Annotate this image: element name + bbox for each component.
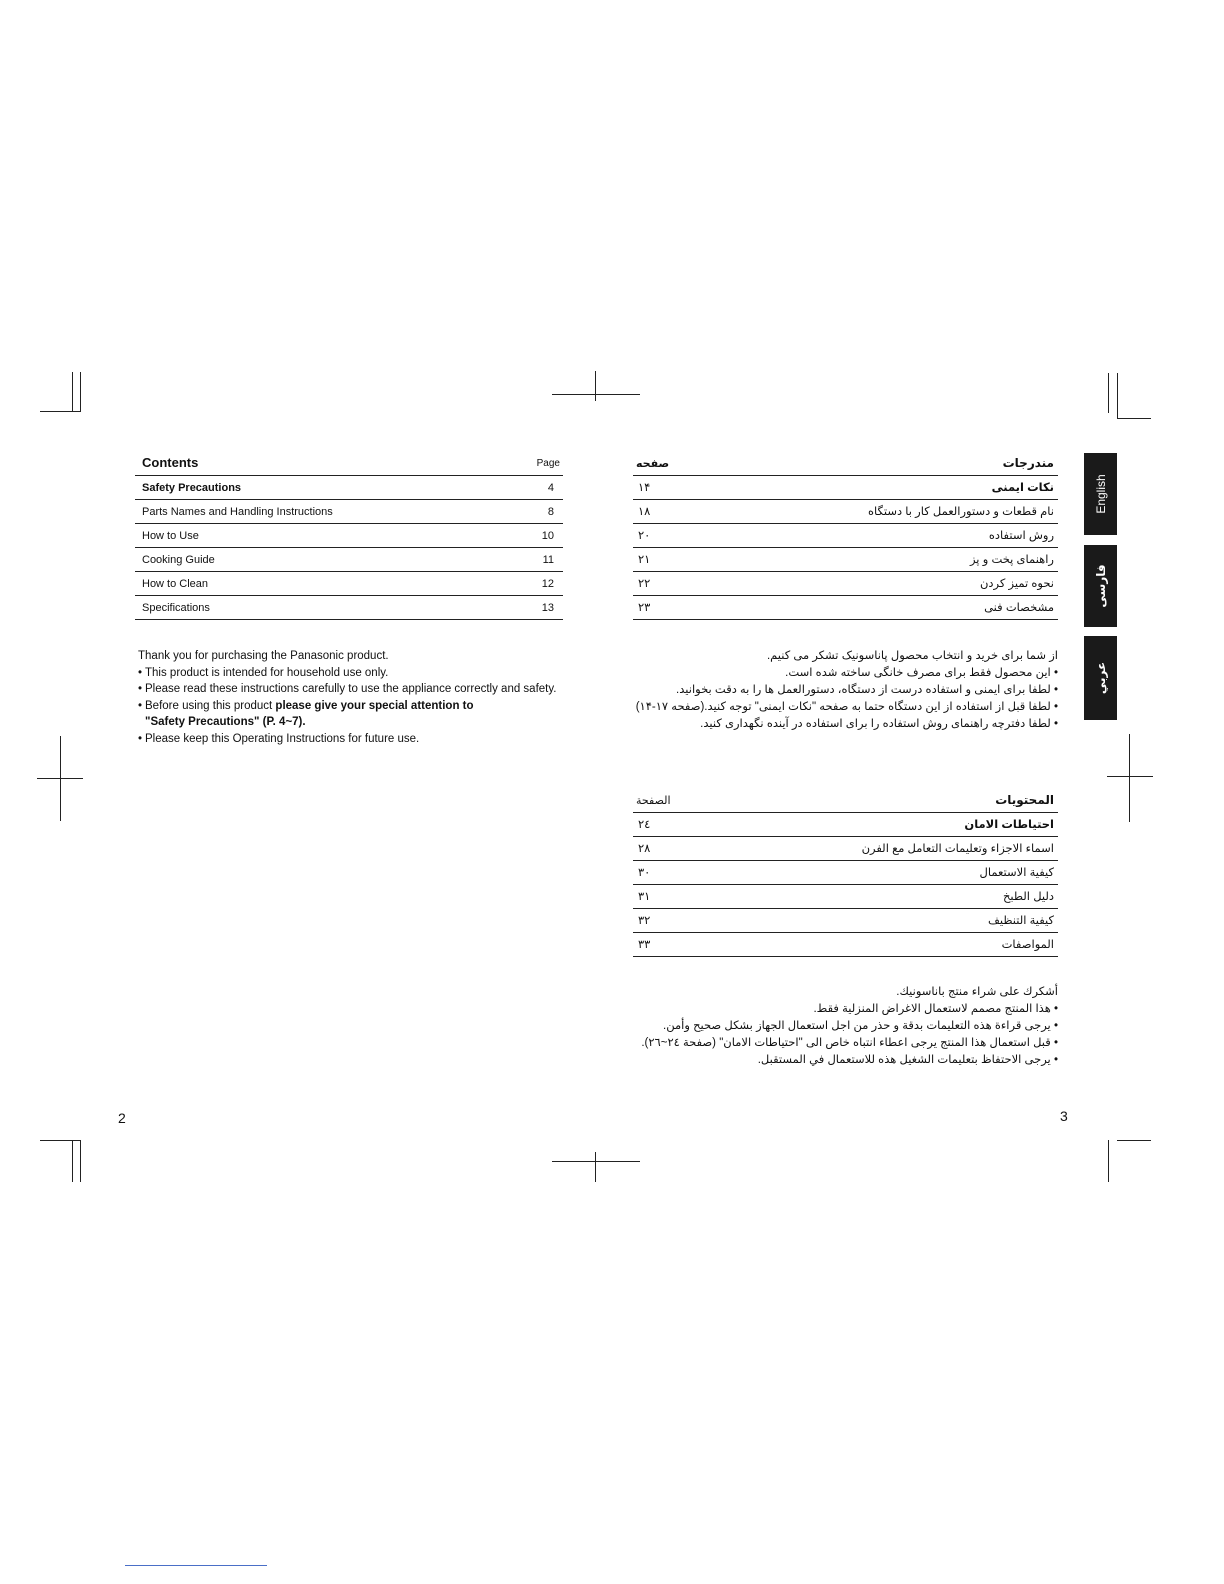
- english-contents-table: [135, 452, 563, 620]
- english-bullet: • This product is intended for household use only.: [138, 665, 578, 682]
- arabic-contents-table: [633, 789, 1058, 957]
- english-row-page: 13: [541, 602, 554, 614]
- farsi-contents-table: [633, 452, 1058, 620]
- english-contents-header: [135, 452, 563, 476]
- arabic-contents-header: [633, 789, 1058, 813]
- farsi-intro: [633, 648, 1058, 733]
- farsi-row-page: ١۴: [638, 482, 651, 494]
- arabic-row-page: ٣٢: [638, 915, 651, 927]
- english-bullet-emphasis: "Safety Precautions" (P. 4~7).: [145, 716, 306, 728]
- farsi-contents-row: [633, 596, 1058, 620]
- farsi-row-page: ١٨: [638, 506, 651, 518]
- farsi-bullet: • لطفا دفترچه راهنمای روش استفاده را برای استفاده در آینده نگهداری کنید.: [633, 716, 1058, 733]
- farsi-page-label: صفحه: [636, 458, 670, 470]
- english-row-label: Cooking Guide: [142, 554, 215, 566]
- language-tab-arabic[interactable]: [1084, 636, 1117, 720]
- english-row-label: How to Use: [142, 530, 199, 542]
- arabic-row-page: ٣٠: [638, 867, 651, 879]
- arabic-bullet: • يرجى قراءة هذه التعليمات بدقة و حذر من اجل استعمال الجهاز بشكل صحيح وأمن.: [633, 1018, 1058, 1035]
- farsi-contents-row: [633, 476, 1058, 500]
- farsi-bullet: • این محصول فقط برای مصرف خانگی ساخته شده است.: [633, 665, 1058, 682]
- arabic-contents-row: [633, 837, 1058, 861]
- english-intro-text: Thank you for purchasing the Panasonic product.: [138, 650, 389, 662]
- english-bullet: • Please keep this Operating Instructions for future use.: [138, 731, 578, 748]
- arabic-row-label: احتياطات الامان: [964, 819, 1054, 831]
- english-row-page: 8: [547, 506, 554, 518]
- farsi-row-label: نکات ایمنی: [991, 482, 1054, 494]
- english-row-label: How to Clean: [142, 578, 209, 590]
- farsi-contents-row: [633, 548, 1058, 572]
- arabic-row-label: كيفية التنظيف: [987, 915, 1054, 927]
- english-row-label: Parts Names and Handling Instructions: [142, 506, 333, 518]
- english-contents-title: Contents: [142, 455, 199, 470]
- arabic-row-page: ٣٣: [638, 939, 651, 951]
- page-number-left: 2: [118, 1110, 126, 1126]
- farsi-contents-row: [633, 572, 1058, 596]
- english-bullet-emphasis: please give your special attention to: [275, 699, 474, 712]
- english-row-page: 12: [541, 578, 554, 590]
- english-row-page: 4: [547, 482, 554, 494]
- arabic-row-page: ٢٤: [638, 819, 651, 831]
- farsi-contents-row: [633, 524, 1058, 548]
- english-contents-row: [135, 500, 563, 524]
- language-tab-label: English: [1093, 474, 1108, 514]
- farsi-intro-text: از شما برای خرید و انتخاب محصول پاناسونیک تشکر می کنیم.: [766, 650, 1058, 662]
- language-tab-label: فارسی: [1093, 564, 1108, 608]
- arabic-contents-row: [633, 909, 1058, 933]
- farsi-row-page: ٢١: [638, 554, 651, 566]
- english-row-label: Safety Precautions: [142, 482, 242, 494]
- farsi-row-page: ٢٠: [638, 530, 651, 542]
- language-tab-english[interactable]: [1084, 453, 1117, 535]
- arabic-contents-row: [633, 885, 1058, 909]
- english-page-label: Page: [536, 458, 560, 469]
- link-underline: [125, 1565, 267, 1566]
- arabic-row-page: ٢٨: [638, 843, 651, 855]
- farsi-bullet: • لطفا برای ایمنی و استفاده درست از دستگاه، دستورالعمل ها را به دقت بخوانید.: [633, 682, 1058, 699]
- english-intro: [138, 648, 578, 747]
- arabic-contents-row: [633, 933, 1058, 957]
- english-bullet: [138, 698, 578, 731]
- arabic-row-label: المواصفات: [1001, 939, 1054, 951]
- arabic-bullet: • يرجى الاحتفاظ بتعليمات الشغيل هذه للاستعمال في المستقبل.: [633, 1052, 1058, 1069]
- english-row-label: Specifications: [142, 602, 210, 614]
- farsi-contents-header: [633, 452, 1058, 476]
- english-bullet: • Please read these instructions carefully to use the appliance correctly and safety.: [138, 681, 578, 698]
- farsi-row-label: راهنمای پخت و پز: [969, 554, 1054, 566]
- english-contents-row: [135, 476, 563, 500]
- english-contents-row: [135, 596, 563, 620]
- farsi-row-page: ٢٣: [638, 602, 651, 614]
- arabic-row-page: ٣١: [638, 891, 651, 903]
- arabic-row-label: دليل الطبخ: [1002, 891, 1054, 903]
- english-contents-row: [135, 524, 563, 548]
- page-number-right: 3: [1060, 1108, 1068, 1124]
- english-bullet-text: Before using this product: [145, 699, 276, 712]
- arabic-intro-text: أشكرك على شراء منتج باناسونيك.: [896, 986, 1058, 998]
- arabic-row-label: اسماء الاجزاء وتعليمات التعامل مع الفرن: [861, 843, 1054, 855]
- arabic-row-label: كيفية الاستعمال: [979, 867, 1054, 879]
- arabic-contents-row: [633, 813, 1058, 837]
- arabic-intro: [633, 984, 1058, 1069]
- language-tab-label: عربي: [1093, 661, 1108, 695]
- english-contents-row: [135, 572, 563, 596]
- arabic-bullet: • قبل استعمال هذا المنتج يرجى اعطاء انتباه خاص الى "احتياطات الامان" (صفحة ٢٤~٢٦).: [633, 1035, 1058, 1052]
- language-tab-farsi[interactable]: [1084, 545, 1117, 627]
- english-contents-row: [135, 548, 563, 572]
- farsi-row-label: نام قطعات و دستورالعمل کار با دستگاه: [867, 506, 1054, 518]
- arabic-contents-row: [633, 861, 1058, 885]
- farsi-contents-title: مندرجات: [1002, 456, 1054, 470]
- farsi-row-label: نحوه تمیز کردن: [979, 578, 1054, 590]
- arabic-bullet: • هذا المنتج مصمم لاستعمال الاغراض المنزلية فقط.: [633, 1001, 1058, 1018]
- farsi-row-label: روش استفاده: [988, 530, 1054, 542]
- farsi-contents-row: [633, 500, 1058, 524]
- farsi-row-label: مشخصات فنی: [984, 602, 1054, 614]
- english-row-page: 10: [541, 530, 554, 542]
- arabic-page-label: الصفحة: [636, 795, 671, 807]
- farsi-row-page: ٢٢: [638, 578, 651, 590]
- farsi-bullet: • لطفا قبل از استفاده از این دستگاه حتما به صفحه "نکات ایمنی" توجه کنید.(صفحه ١٧-١۴): [633, 699, 1058, 716]
- english-row-page: 11: [542, 554, 554, 566]
- arabic-contents-title: المحتويات: [995, 793, 1054, 807]
